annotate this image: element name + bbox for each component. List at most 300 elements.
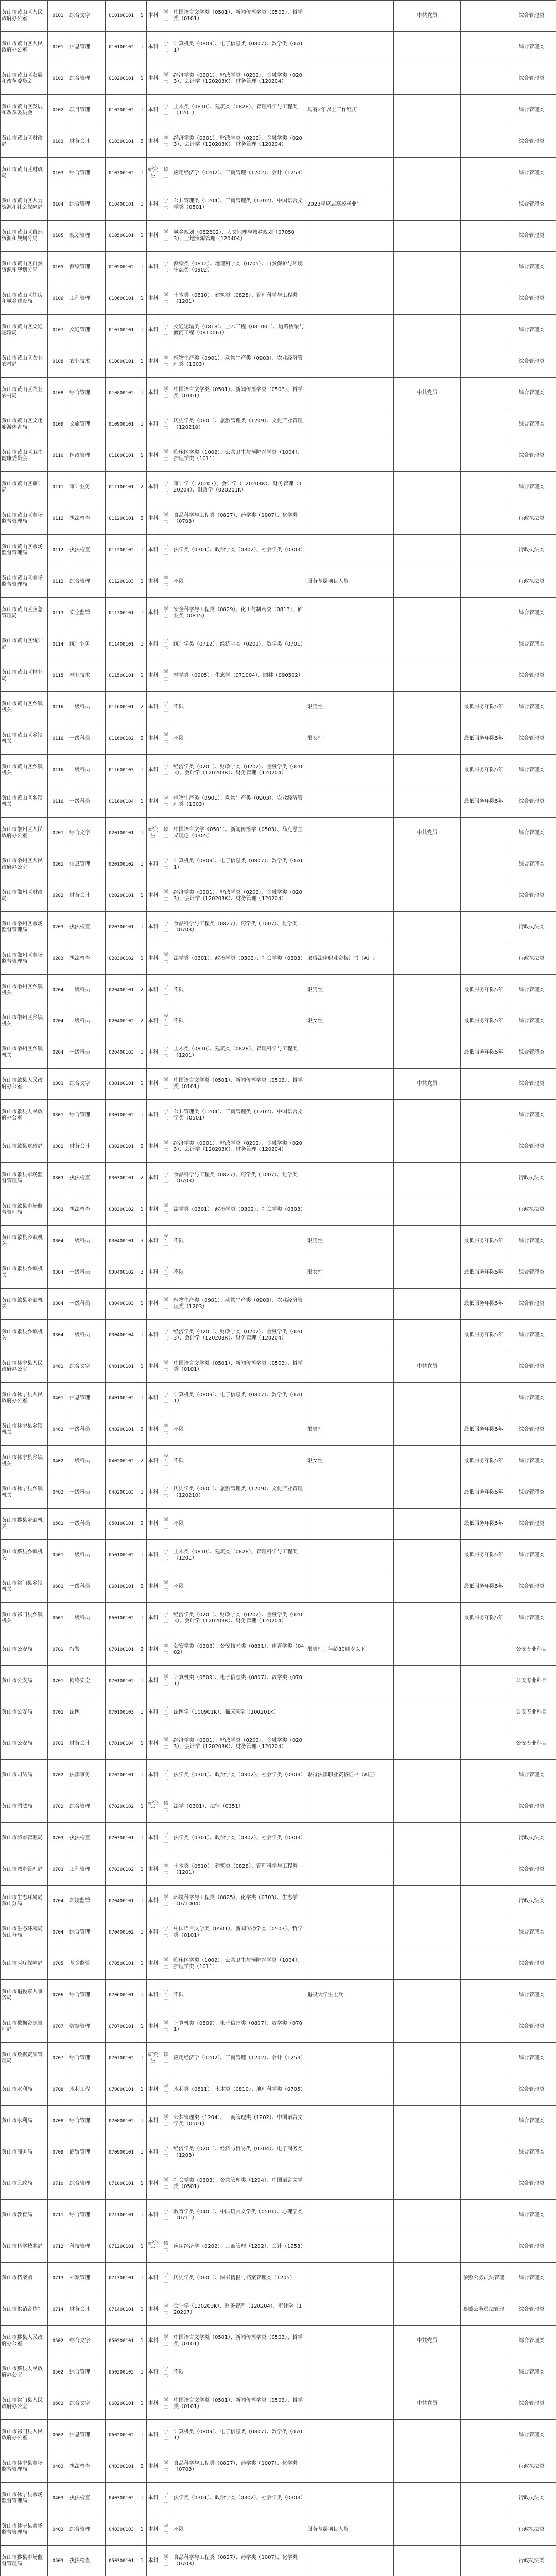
table-row <box>1 2137 556 2168</box>
political-status-cell <box>394 974 461 1006</box>
other-requirement-cell <box>306 220 394 251</box>
table-row <box>1 503 556 534</box>
education-cell: 本科 <box>147 346 160 377</box>
table-row <box>1 1163 556 1194</box>
table-row <box>1 1006 556 1037</box>
degree-cell: 学士 <box>160 943 172 974</box>
remark-cell <box>461 849 507 880</box>
position-code-cell: 010900101 <box>106 409 137 440</box>
hiring-count-cell: 1 <box>137 1666 147 1697</box>
position-name-cell: 信息管理 <box>68 2419 106 2451</box>
position-name-cell: 综合管理 <box>68 2105 106 2137</box>
other-requirement-cell: 限男性；年龄30周岁以下 <box>306 1634 394 1666</box>
hiring-count-cell: 1 <box>137 849 147 880</box>
remark-cell <box>461 2482 507 2514</box>
remark-cell: 最低服务年限5年 <box>461 1509 507 1540</box>
position-code-cell: 070700102 <box>106 2042 137 2074</box>
department-cell: 黄山市黄山区发展和改革委员会 <box>1 94 48 126</box>
department-cell: 黄山市数据资源管理局 <box>1 2011 48 2043</box>
exam-category-cell: 综合管理类 <box>507 63 556 94</box>
position-code-cell: 030400104 <box>106 1320 137 1351</box>
other-requirement-cell <box>306 409 394 440</box>
table-row <box>1 786 556 817</box>
unit-code-cell: 0602 <box>48 2388 68 2419</box>
education-cell: 本科 <box>147 1257 160 1289</box>
position-code-cell: 030400102 <box>106 1257 137 1289</box>
department-cell: 黄山市祁门县乡镇机关 <box>1 1603 48 1634</box>
exam-category-cell: 综合管理类 <box>507 2294 556 2325</box>
table-row <box>1 220 556 251</box>
education-cell: 本科 <box>147 943 160 974</box>
table-row <box>1 2168 556 2199</box>
exam-category-cell: 综合管理类 <box>507 1257 556 1289</box>
political-status-cell <box>394 2514 461 2545</box>
table-row <box>1 2074 556 2105</box>
position-name-cell: 综合管理 <box>68 1791 106 1823</box>
remark-cell <box>461 94 507 126</box>
unit-code-cell: 0110 <box>48 440 68 471</box>
remark-cell <box>461 534 507 566</box>
exam-category-cell: 综合管理类 <box>507 1948 556 1980</box>
political-status-cell: 中共党员 <box>394 2325 461 2357</box>
degree-cell: 学士 <box>160 691 172 723</box>
table-row <box>1 660 556 691</box>
hiring-count-cell: 2 <box>137 1509 147 1540</box>
hiring-count-cell: 2 <box>137 691 147 723</box>
exam-category-cell: 综合管理类 <box>507 31 556 63</box>
exam-category-cell: 综合管理类 <box>507 597 556 629</box>
education-cell: 本科 <box>147 251 160 283</box>
unit-code-cell: 0204 <box>48 1037 68 1069</box>
education-cell: 本科 <box>147 440 160 471</box>
unit-code-cell: 0401 <box>48 1383 68 1414</box>
table-row <box>1 1603 556 1634</box>
degree-cell: 学士 <box>160 1948 172 1980</box>
position-name-cell: 一级科员 <box>68 1037 106 1069</box>
degree-cell: 学士 <box>160 534 172 566</box>
position-code-cell: 010800102 <box>106 377 137 409</box>
position-name-cell: 规划管理 <box>68 220 106 251</box>
political-status-cell <box>394 1603 461 1634</box>
other-requirement-cell <box>306 1886 394 1917</box>
exam-category-cell: 综合管理类 <box>507 2168 556 2199</box>
department-cell: 黄山市城市管理局 <box>1 1823 48 1854</box>
education-cell: 本科 <box>147 1509 160 1540</box>
degree-cell: 学士 <box>160 94 172 126</box>
other-requirement-cell <box>306 346 394 377</box>
education-cell: 本科 <box>147 2074 160 2105</box>
remark-cell <box>461 911 507 943</box>
table-row <box>1 754 556 786</box>
other-requirement-cell: 服务基层项目人员 <box>306 2514 394 2545</box>
exam-category-cell: 行政执法类 <box>507 2545 556 2576</box>
unit-code-cell: 0302 <box>48 1131 68 1163</box>
department-cell: 黄山市黄山区交通运输局 <box>1 314 48 346</box>
major-requirement-cell: 土木类（0810）、建筑类（0828）、管理科学与工程类（1201） <box>172 1037 306 1069</box>
major-requirement-cell: 食品科学与工程类（0827）、药学类（1007）、化学类（0703） <box>172 2545 306 2576</box>
unit-code-cell: 0708 <box>48 2074 68 2105</box>
education-cell: 本科 <box>147 786 160 817</box>
position-name-cell: 一级科员 <box>68 1289 106 1320</box>
table-row <box>1 2451 556 2482</box>
exam-category-cell: 综合管理类 <box>507 1603 556 1634</box>
exam-category-cell: 综合管理类 <box>507 1540 556 1571</box>
other-requirement-cell <box>306 1917 394 1948</box>
position-name-cell: 林业技术 <box>68 660 106 691</box>
education-cell: 研究生 <box>147 2231 160 2262</box>
exam-category-cell: 综合管理类 <box>507 2262 556 2294</box>
remark-cell <box>461 1383 507 1414</box>
remark-cell <box>461 377 507 409</box>
degree-cell: 学士 <box>160 597 172 629</box>
unit-code-cell: 0403 <box>48 2482 68 2514</box>
degree-cell: 学士 <box>160 1823 172 1854</box>
political-status-cell <box>394 157 461 189</box>
major-requirement-cell: 统计学类（0712）、经济学类（0201）、数学类（0701） <box>172 629 306 660</box>
position-name-cell: 执法检查 <box>68 1823 106 1854</box>
major-requirement-cell: 不限 <box>172 1257 306 1289</box>
remark-cell <box>461 440 507 471</box>
other-requirement-cell <box>306 283 394 314</box>
political-status-cell <box>394 1540 461 1571</box>
exam-category-cell: 综合管理类 <box>507 786 556 817</box>
table-row <box>1 377 556 409</box>
other-requirement-cell <box>306 2357 394 2388</box>
department-cell: 黄山市休宁县人民政府办公室 <box>1 1383 48 1414</box>
hiring-count-cell: 1 <box>137 1791 147 1823</box>
position-name-cell: 法医 <box>68 1697 106 1728</box>
other-requirement-cell <box>306 1320 394 1351</box>
political-status-cell <box>394 1854 461 1886</box>
political-status-cell <box>394 1917 461 1948</box>
department-cell: 黄山市公安局 <box>1 1728 48 1760</box>
exam-category-cell: 行政执法类 <box>507 503 556 534</box>
major-requirement-cell: 食品科学与工程类（0827）、药学类（1007）、化学类（0703） <box>172 911 306 943</box>
hiring-count-cell: 2 <box>137 974 147 1006</box>
political-status-cell <box>394 2105 461 2137</box>
unit-code-cell: 0116 <box>48 754 68 786</box>
political-status-cell <box>394 63 461 94</box>
exam-category-cell: 综合管理类 <box>507 1320 556 1351</box>
table-row <box>1 817 556 849</box>
position-name-cell: 综合管理 <box>68 1980 106 2011</box>
remark-cell <box>461 251 507 283</box>
education-cell: 本科 <box>147 1854 160 1886</box>
political-status-cell <box>394 2545 461 2576</box>
department-cell: 黄山市徽州区乡镇机关 <box>1 1006 48 1037</box>
political-status-cell <box>394 754 461 786</box>
remark-cell: 最低服务年限5年 <box>461 1320 507 1351</box>
degree-cell: 学士 <box>160 1131 172 1163</box>
unit-code-cell: 0501 <box>48 1509 68 1540</box>
degree-cell: 学士 <box>160 974 172 1006</box>
major-requirement-cell: 土木类（0810）、建筑类（0828）、管理科学与工程类（1201） <box>172 94 306 126</box>
table-row <box>1 2419 556 2451</box>
department-cell: 黄山市歙县市场监督管理局 <box>1 1194 48 1226</box>
hiring-count-cell: 1 <box>137 314 147 346</box>
political-status-cell: 中共党员 <box>394 377 461 409</box>
table-row <box>1 723 556 754</box>
other-requirement-cell: 限男性 <box>306 691 394 723</box>
unit-code-cell: 0701 <box>48 1697 68 1728</box>
remark-cell: 最低服务年限5年 <box>461 1257 507 1289</box>
department-cell: 黄山市城市管理局 <box>1 1854 48 1886</box>
position-name-cell: 一级科员 <box>68 1446 106 1477</box>
position-name-cell: 项目管理 <box>68 94 106 126</box>
education-cell: 本科 <box>147 2199 160 2231</box>
exam-category-cell: 公安专业科目 <box>507 1728 556 1760</box>
position-name-cell: 测绘管理 <box>68 251 106 283</box>
remark-cell <box>461 2357 507 2388</box>
other-requirement-cell <box>306 597 394 629</box>
unit-code-cell: 0701 <box>48 1634 68 1666</box>
unit-code-cell: 0204 <box>48 974 68 1006</box>
remark-cell <box>461 2199 507 2231</box>
unit-code-cell: 0108 <box>48 377 68 409</box>
exam-category-cell: 综合管理类 <box>507 1006 556 1037</box>
major-requirement-cell: 历史学类（0601）、旅游管理类（1209）、文化产业管理（120210） <box>172 1477 306 1509</box>
exam-category-cell: 综合管理类 <box>507 1351 556 1383</box>
exam-category-cell: 行政执法类 <box>507 1194 556 1226</box>
unit-code-cell: 0706 <box>48 1980 68 2011</box>
remark-cell: 最低服务年限5年 <box>461 723 507 754</box>
major-requirement-cell: 历史学类（0601）、图书情报与档案管理类（1205） <box>172 2262 306 2294</box>
political-status-cell <box>394 1320 461 1351</box>
department-cell: 黄山市休宁县市场监督管理局 <box>1 2451 48 2482</box>
degree-cell: 学士 <box>160 1886 172 1917</box>
remark-cell <box>461 31 507 63</box>
table-row <box>1 1823 556 1854</box>
education-cell: 本科 <box>147 1477 160 1509</box>
table-row <box>1 1194 556 1226</box>
position-code-cell: 011200102 <box>106 534 137 566</box>
exam-category-cell: 综合管理类 <box>507 471 556 503</box>
degree-cell: 学士 <box>160 1540 172 1571</box>
exam-category-cell: 综合管理类 <box>507 2105 556 2137</box>
exam-category-cell: 综合管理类 <box>507 94 556 126</box>
unit-code-cell: 0102 <box>48 63 68 94</box>
hiring-count-cell: 1 <box>137 409 147 440</box>
department-cell: 黄山市黟县人民政府办公室 <box>1 2325 48 2357</box>
department-cell: 黄山市公安局 <box>1 1666 48 1697</box>
department-cell: 黄山市徽州区人民政府办公室 <box>1 817 48 849</box>
hiring-count-cell: 1 <box>137 283 147 314</box>
department-cell: 黄山市黄山区人民政府办公室 <box>1 1 48 32</box>
position-code-cell: 030300101 <box>106 1163 137 1194</box>
major-requirement-cell: 中国语言文学类（0501）、新闻传播学类（0503）、哲学类（0101） <box>172 377 306 409</box>
other-requirement-cell <box>306 1351 394 1383</box>
other-requirement-cell <box>306 1194 394 1226</box>
unit-code-cell: 0502 <box>48 2357 68 2388</box>
education-cell: 本科 <box>147 1603 160 1634</box>
degree-cell: 学士 <box>160 2105 172 2137</box>
other-requirement-cell <box>306 2137 394 2168</box>
position-name-cell: 医政管理 <box>68 440 106 471</box>
education-cell: 本科 <box>147 911 160 943</box>
exam-category-cell: 综合管理类 <box>507 283 556 314</box>
position-code-cell: 020300102 <box>106 943 137 974</box>
department-cell: 黄山市黄山区应急管理局 <box>1 597 48 629</box>
remark-cell <box>461 2137 507 2168</box>
exam-category-cell: 综合管理类 <box>507 691 556 723</box>
major-requirement-cell: 法学类（0301）、政治学类（0302）、社会学类（0303） <box>172 1760 306 1791</box>
position-code-cell: 040300101 <box>106 2451 137 2482</box>
major-requirement-cell: 法学类（0301）、政治学类（0302）、社会学类（0303） <box>172 943 306 974</box>
table-row <box>1 440 556 471</box>
department-cell: 黄山市黄山区林业局 <box>1 660 48 691</box>
table-row <box>1 566 556 597</box>
major-requirement-cell: 应用经济学（0202）、工商管理（1202）、会计（1253） <box>172 2231 306 2262</box>
hiring-count-cell: 1 <box>137 1320 147 1351</box>
other-requirement-cell <box>306 2231 394 2262</box>
other-requirement-cell: 限男性 <box>306 1226 394 1257</box>
hiring-count-cell: 1 <box>137 534 147 566</box>
remark-cell <box>461 503 507 534</box>
degree-cell: 硕士 <box>160 157 172 189</box>
remark-cell: 最低服务年限5年 <box>461 1414 507 1446</box>
unit-code-cell: 0112 <box>48 566 68 597</box>
political-status-cell <box>394 534 461 566</box>
unit-code-cell: 0601 <box>48 1603 68 1634</box>
degree-cell: 学士 <box>160 1760 172 1791</box>
political-status-cell <box>394 786 461 817</box>
table-row <box>1 346 556 377</box>
major-requirement-cell: 食品科学与工程类（0827）、药学类（1007）、化学类（0703） <box>172 503 306 534</box>
department-cell: 黄山市司法局 <box>1 1791 48 1823</box>
degree-cell: 学士 <box>160 1320 172 1351</box>
degree-cell: 学士 <box>160 1854 172 1886</box>
remark-cell <box>461 2074 507 2105</box>
degree-cell: 学士 <box>160 2262 172 2294</box>
remark-cell <box>461 943 507 974</box>
unit-code-cell: 0304 <box>48 1289 68 1320</box>
remark-cell <box>461 346 507 377</box>
department-cell: 黄山市黟县市场监督管理局 <box>1 2545 48 2576</box>
position-code-cell: 030100102 <box>106 1100 137 1131</box>
other-requirement-cell <box>306 660 394 691</box>
position-name-cell: 一级科员 <box>68 1603 106 1634</box>
other-requirement-cell: 限男性 <box>306 974 394 1006</box>
hiring-count-cell: 2 <box>137 1446 147 1477</box>
education-cell: 本科 <box>147 2294 160 2325</box>
political-status-cell <box>394 2294 461 2325</box>
education-cell: 本科 <box>147 974 160 1006</box>
position-code-cell: 020400102 <box>106 1006 137 1037</box>
political-status-cell <box>394 629 461 660</box>
exam-category-cell: 综合管理类 <box>507 440 556 471</box>
unit-code-cell: 0701 <box>48 1728 68 1760</box>
position-name-cell: 一级科员 <box>68 1571 106 1603</box>
remark-cell <box>461 2105 507 2137</box>
table-row <box>1 2294 556 2325</box>
political-status-cell <box>394 1163 461 1194</box>
exam-category-cell: 行政执法类 <box>507 534 556 566</box>
major-requirement-cell: 应用经济学（0202）、工商管理（1202）、会计（1253） <box>172 2042 306 2074</box>
major-requirement-cell: 法学（0301）、法律（0351） <box>172 1791 306 1823</box>
unit-code-cell: 0113 <box>48 597 68 629</box>
degree-cell: 学士 <box>160 2545 172 2576</box>
table-row <box>1 880 556 911</box>
degree-cell: 学士 <box>160 63 172 94</box>
unit-code-cell: 0106 <box>48 283 68 314</box>
other-requirement-cell <box>306 2074 394 2105</box>
unit-code-cell: 0501 <box>48 1540 68 1571</box>
degree-cell: 学士 <box>160 1603 172 1634</box>
exam-category-cell: 综合管理类 <box>507 2357 556 2388</box>
position-code-cell: 071000101 <box>106 2168 137 2199</box>
major-requirement-cell: 不限 <box>172 1226 306 1257</box>
education-cell: 本科 <box>147 1446 160 1477</box>
major-requirement-cell: 计算机类（0809）、电子信息类（0807）、数学类（0701） <box>172 849 306 880</box>
degree-cell: 学士 <box>160 2137 172 2168</box>
position-code-cell: 050200102 <box>106 2357 137 2388</box>
unit-code-cell: 0704 <box>48 1886 68 1917</box>
hiring-count-cell: 1 <box>137 2199 147 2231</box>
hiring-count-cell: 1 <box>137 2231 147 2262</box>
education-cell: 本科 <box>147 1634 160 1666</box>
position-name-cell: 综合管理 <box>68 377 106 409</box>
other-requirement-cell: 限女性 <box>306 1006 394 1037</box>
position-name-cell: 交通管理 <box>68 314 106 346</box>
education-cell: 本科 <box>147 1226 160 1257</box>
position-code-cell: 060100102 <box>106 1603 137 1634</box>
education-cell: 研究生 <box>147 157 160 189</box>
education-cell: 本科 <box>147 1100 160 1131</box>
position-name-cell: 一级科员 <box>68 1320 106 1351</box>
unit-code-cell: 0708 <box>48 2105 68 2137</box>
major-requirement-cell: 经济学类（0201）、财政学类（0202）、金融学类（0203）、会计学（120203K）、财务管理（120204） <box>172 1728 306 1760</box>
education-cell: 本科 <box>147 1289 160 1320</box>
remark-cell <box>461 1634 507 1666</box>
department-cell: 黄山市生态环境局黄山分局 <box>1 1886 48 1917</box>
exam-category-cell: 综合管理类 <box>507 1383 556 1414</box>
degree-cell: 学士 <box>160 377 172 409</box>
unit-code-cell: 0303 <box>48 1163 68 1194</box>
position-name-cell: 财务会计 <box>68 126 106 157</box>
remark-cell: 参照公务员法管理 <box>461 2294 507 2325</box>
table-row <box>1 314 556 346</box>
hiring-count-cell: 2 <box>137 1006 147 1037</box>
political-status-cell <box>394 1791 461 1823</box>
table-row <box>1 943 556 974</box>
political-status-cell <box>394 943 461 974</box>
remark-cell <box>461 880 507 911</box>
political-status-cell <box>394 1886 461 1917</box>
table-row <box>1 157 556 189</box>
position-code-cell: 040100101 <box>106 1351 137 1383</box>
position-name-cell: 财务会计 <box>68 880 106 911</box>
table-row <box>1 2388 556 2419</box>
position-code-cell: 070300101 <box>106 1823 137 1854</box>
position-code-cell: 071300101 <box>106 2262 137 2294</box>
political-status-cell <box>394 503 461 534</box>
degree-cell: 学士 <box>160 1100 172 1131</box>
political-status-cell <box>394 283 461 314</box>
political-status-cell <box>394 2419 461 2451</box>
other-requirement-cell <box>306 126 394 157</box>
table-row <box>1 1320 556 1351</box>
position-code-cell: 010100101 <box>106 1 137 32</box>
hiring-count-cell: 1 <box>137 2074 147 2105</box>
major-requirement-cell: 法学类（0301）、政治学类（0302）、社会学类（0303） <box>172 534 306 566</box>
education-cell: 本科 <box>147 1886 160 1917</box>
department-cell: 黄山市祁门县人民政府办公室 <box>1 2388 48 2419</box>
major-requirement-cell: 环境科学与工程类（0825）、化学类（0703）、生态学（071004） <box>172 1886 306 1917</box>
hiring-count-cell: 2 <box>137 2451 147 2482</box>
degree-cell: 学士 <box>160 629 172 660</box>
position-code-cell: 030100101 <box>106 1069 137 1100</box>
degree-cell: 学士 <box>160 1194 172 1226</box>
